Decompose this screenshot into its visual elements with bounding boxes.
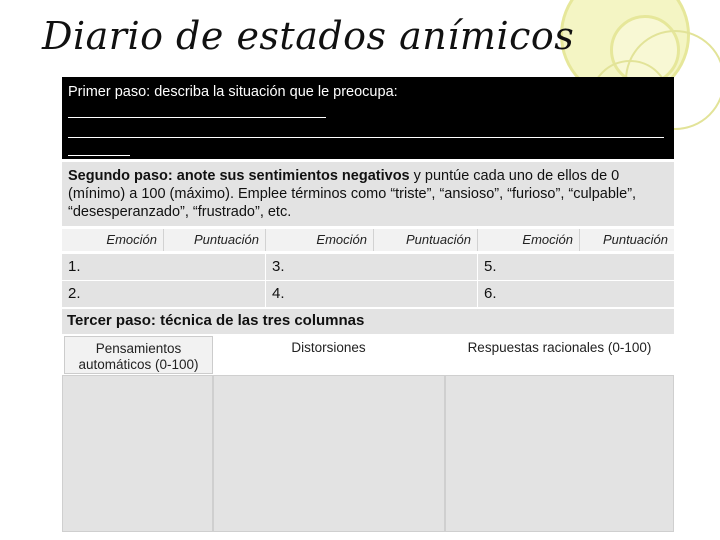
- step3-label: Tercer paso: técnica de las tres columnas: [62, 309, 674, 334]
- distortions-field[interactable]: [213, 375, 445, 532]
- page-title: Diario de estados anímicos: [42, 14, 575, 58]
- emotion-cell[interactable]: 2.: [62, 281, 266, 307]
- header-score: Puntuación: [580, 229, 674, 251]
- writing-line: [68, 117, 326, 118]
- emotion-cell[interactable]: 6.: [484, 285, 497, 302]
- step1-label: Primer paso: describa la situación que le preocupa:: [68, 84, 398, 100]
- emotion-row: [62, 281, 674, 307]
- step2-instructions: [62, 162, 674, 226]
- header-score: Puntuación: [374, 229, 478, 251]
- header-emotion: Emoción: [266, 229, 374, 251]
- header-emotion: Emoción: [62, 229, 164, 251]
- header-score: Puntuación: [164, 229, 266, 251]
- emotion-cell[interactable]: 4.: [266, 281, 478, 307]
- header-emotion: Emoción: [478, 229, 580, 251]
- emotion-cell[interactable]: 3.: [266, 254, 478, 280]
- emotion-header-row: [62, 229, 674, 251]
- column-header-rational-responses: Respuestas racionales (0-100): [445, 336, 674, 374]
- emotion-cell[interactable]: 5.: [484, 258, 497, 275]
- automatic-thoughts-field[interactable]: [62, 375, 213, 532]
- emotion-cell[interactable]: 1.: [62, 254, 266, 280]
- step2-text: y puntúe cada uno de ellos de 0 (mínimo) a 100 (máximo). Emplee términos como “triste”, “ansioso”, “furioso”, “culpable”, “desesperanzado”, “frustrado”, etc.: [68, 168, 637, 220]
- column-header-distortions: Distorsiones: [214, 336, 443, 374]
- step2-bold: Segundo paso: anote sus sentimientos negativos: [68, 168, 410, 184]
- writing-line: [68, 137, 664, 138]
- column-header-automatic-thoughts: Pensamientos automáticos (0-100): [64, 336, 213, 374]
- rational-responses-field[interactable]: [445, 375, 674, 532]
- emotion-row: [62, 254, 674, 280]
- writing-line: [68, 155, 130, 156]
